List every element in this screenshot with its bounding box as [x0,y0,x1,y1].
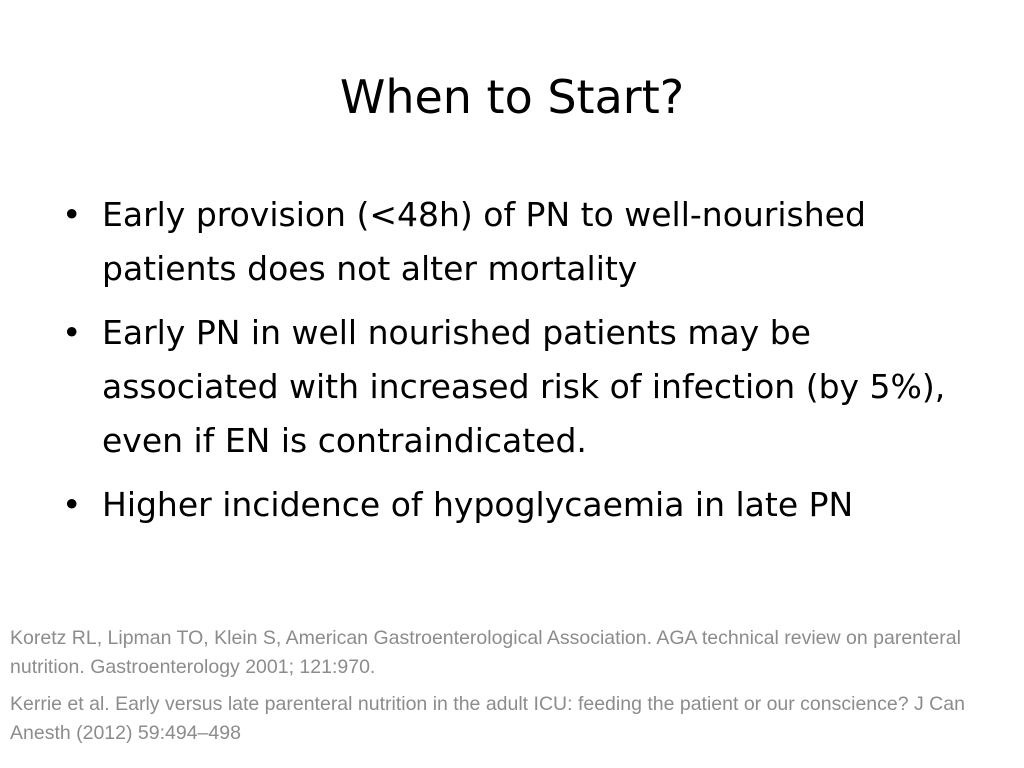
reference-item: Kerrie et al. Early versus late parenteral nutrition in the adult ICU: feeding the patient or our conscience? J Can Anesth (2012) 59:494–498 [10,693,965,744]
bullet-list [62,188,982,542]
bullet-text: Higher incidence of hypoglycaemia in late PN [102,485,854,524]
bullet-marker: • [62,195,82,234]
bullet-item [62,306,982,468]
references [10,624,1010,756]
bullet-marker: • [62,485,82,524]
bullet-text: Early PN in well nourished patients may be associated with increased risk of infection (by 5%), even if EN is contraindicated. [102,313,946,460]
bullet-marker: • [62,313,82,352]
reference-item: Koretz RL, Lipman TO, Klein S, American Gastroenterological Association. AGA technical review on parenteral nutrition. Gastroenterology 2001; 121:970. [10,627,961,678]
slide-title: When to Start? [339,70,685,124]
bullet-text: Early provision (<48h) of PN to well-nourished patients does not alter mortality [102,195,866,288]
bullet-item [62,478,982,532]
bullet-item [62,188,982,296]
